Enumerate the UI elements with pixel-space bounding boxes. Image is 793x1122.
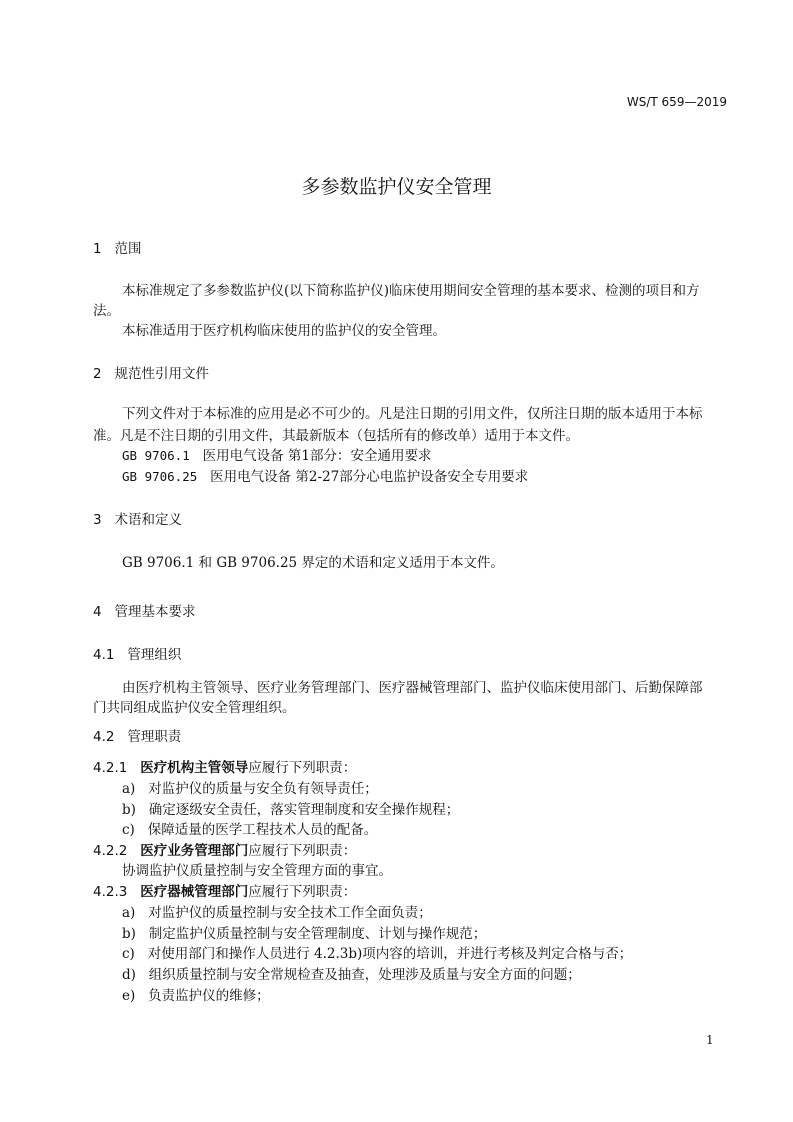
section-title: 管理组织: [127, 647, 182, 663]
list-marker: d): [122, 967, 136, 983]
list-marker: a): [122, 905, 136, 921]
section-4-2-heading: [93, 729, 181, 745]
list-marker: b): [122, 802, 136, 818]
section-4-heading: [93, 604, 195, 620]
list-marker: a): [122, 781, 136, 797]
list-item: [122, 802, 459, 818]
reference-title: 医用电气设备 第2-27部分心电监护设备安全专用要求: [210, 469, 529, 485]
clause-subject: 医疗机构主管领导: [140, 760, 249, 776]
list-text: 确定逐级安全责任，落实管理制度和安全操作规程；: [148, 802, 460, 818]
list-text: 对监护仪的质量与安全负有领导责任；: [148, 781, 378, 797]
reference-code: GB 9706.1: [122, 448, 190, 463]
paragraph: 协调监护仪质量控制与安全管理方面的事宜。: [122, 863, 392, 879]
list-item: [122, 946, 632, 962]
list-marker: c): [122, 946, 135, 962]
section-title: 管理职责: [127, 729, 182, 745]
clause-subject: 医疗业务管理部门: [140, 843, 249, 859]
paragraph: GB 9706.1 和 GB 9706.25 界定的术语和定义适用于本文件。: [122, 555, 504, 571]
clause-4-2-1: [93, 760, 356, 776]
list-text: 对监护仪的质量控制与安全技术工作全面负责；: [148, 905, 432, 921]
clause-text: 应履行下列职责：: [248, 760, 357, 776]
clause-number: 4.2.3: [93, 884, 128, 900]
list-marker: c): [122, 822, 135, 838]
section-title: 术语和定义: [114, 512, 182, 528]
section-number: 4: [93, 604, 102, 620]
clause-text: 应履行下列职责：: [248, 843, 357, 859]
section-number: 4.2: [93, 729, 115, 745]
section-number: 4.1: [93, 647, 115, 663]
section-2-heading: [93, 366, 209, 382]
paragraph: 下列文件对于本标准的应用是必不可少的。凡是注日期的引用文件，仅所注日期的版本适用于本标: [122, 406, 703, 422]
list-marker: b): [122, 926, 136, 942]
clause-number: 4.2.1: [93, 760, 128, 776]
section-1-heading: [93, 241, 141, 257]
document-title: 多参数监护仪安全管理: [301, 176, 492, 198]
list-text: 负责监护仪的维修；: [148, 988, 270, 1004]
paragraph: 本标准规定了多参数监护仪(以下简称监护仪)临床使用期间安全管理的基本要求、检测的项目和方: [122, 283, 700, 299]
section-number: 1: [93, 241, 102, 257]
section-number: 2: [93, 366, 102, 382]
page-number: 1: [706, 1033, 714, 1047]
paragraph: 由医疗机构主管领导、医疗业务管理部门、医疗器械管理部门、监护仪临床使用部门、后勤保障部: [122, 680, 703, 696]
list-marker: e): [122, 988, 136, 1004]
clause-number: 4.2.2: [93, 843, 128, 859]
section-4-1-heading: [93, 647, 181, 663]
list-text: 组织质量控制与安全常规检查及抽查，处理涉及质量与安全方面的问题；: [148, 967, 581, 983]
list-item: [122, 988, 270, 1004]
reference-item: [122, 448, 432, 464]
section-3-heading: [93, 512, 182, 528]
section-title: 规范性引用文件: [114, 366, 209, 382]
section-title: 范围: [114, 241, 142, 257]
clause-text: 应履行下列职责：: [248, 884, 357, 900]
paragraph: 准。凡是不注日期的引用文件，其最新版本（包括所有的修改单）适用于本文件。: [93, 428, 579, 444]
list-item: [122, 822, 377, 838]
list-text: 对使用部门和操作人员进行 4.2.3b)项内容的培训，并进行考核及判定合格与否；: [147, 946, 633, 962]
list-item: [122, 926, 486, 942]
list-text: 保障适量的医学工程技术人员的配备。: [147, 822, 378, 838]
clause-4-2-3: [93, 884, 356, 900]
clause-subject: 医疗器械管理部门: [140, 884, 249, 900]
reference-title: 医用电气设备 第1部分：安全通用要求: [202, 448, 432, 464]
list-item: [122, 781, 378, 797]
clause-4-2-2: [93, 843, 356, 859]
paragraph: 本标准适用于医疗机构临床使用的监护仪的安全管理。: [122, 323, 446, 339]
paragraph: 门共同组成监护仪安全管理组织。: [93, 700, 296, 716]
section-title: 管理基本要求: [114, 604, 196, 620]
reference-item: [122, 469, 528, 485]
list-item: [122, 967, 581, 983]
list-text: 制定监护仪质量控制与安全管理制度、计划与操作规范；: [148, 926, 487, 942]
list-item: [122, 905, 432, 921]
paragraph: 法。: [93, 303, 120, 319]
section-number: 3: [93, 512, 102, 528]
reference-code: GB 9706.25: [122, 469, 198, 484]
standard-code: WS/T 659—2019: [626, 95, 727, 109]
